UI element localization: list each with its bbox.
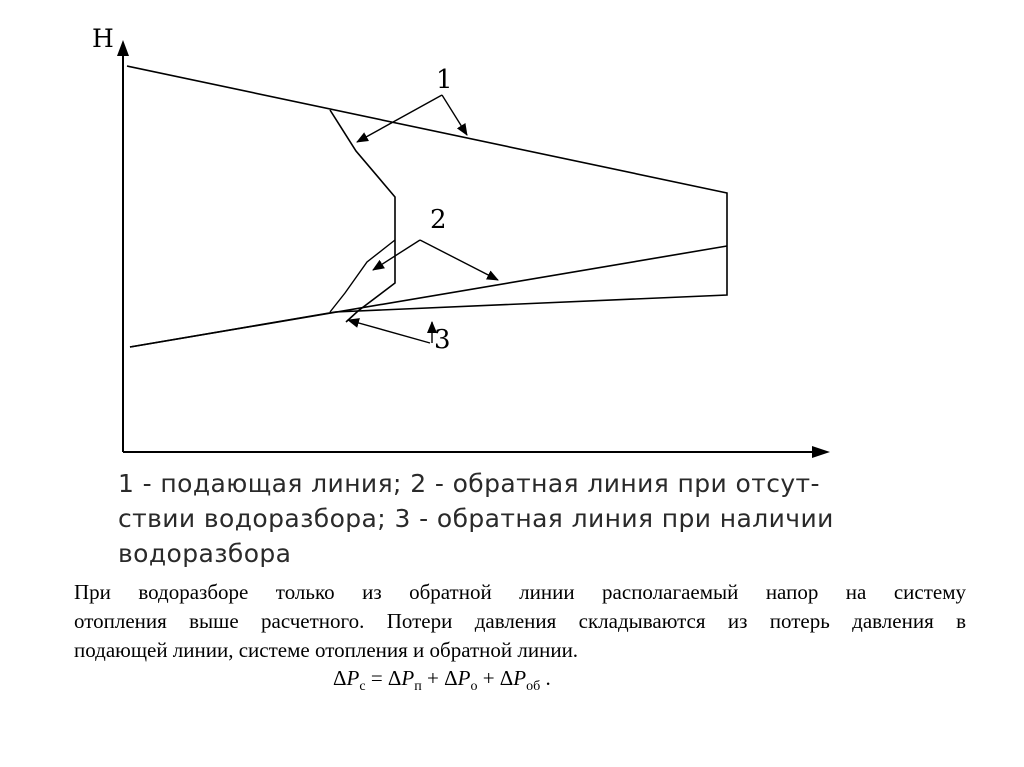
leader-2-right [420,240,498,280]
formula-end: . [540,666,551,690]
formula-delta: Δ [387,666,402,690]
label-1: 1 [436,65,453,95]
formula-var: P [346,666,360,690]
label-2: 2 [430,205,447,235]
formula-plus: + [421,666,445,690]
caption-line-3: водоразбора [118,539,292,568]
formula-var: P [513,666,527,690]
y-axis-arrow-icon [117,40,129,56]
paragraph-line-2: отопления выше расчетного. Потери давления складываются из потерь давления в [74,609,966,633]
leader-1-left [357,95,442,142]
formula-delta: Δ [499,666,514,690]
heating-system-curve [330,110,395,322]
formula-sub-p: п [414,679,422,694]
formula-delta: Δ [444,666,458,690]
x-axis-arrow-icon [812,446,830,458]
formula-eq: = [365,666,388,690]
formula-sub-o: о [470,679,478,694]
paragraph-line-1: При водоразборе только из обратной линии располагаемый напор на систему [74,580,966,604]
leader-1-right [442,95,467,135]
caption-line-2: ствии водоразбора; 3 - обратная линия при наличии [118,504,834,533]
pressure-loss-formula [333,666,551,695]
formula-delta: Δ [333,666,347,690]
leader-3-left [348,320,430,343]
heating-system-curve-inner [330,240,395,312]
body-paragraph [74,578,966,665]
caption-line-1: 1 - подающая линия; 2 - обратная линия при отсут- [118,469,820,498]
formula-plus: + [477,666,500,690]
paragraph-line-3: подающей линии, системе отопления и обратной линии. [74,638,579,662]
formula-sub-ob: об [526,679,541,694]
leader-2-left [373,240,420,270]
return-line-with-drawoff [130,312,335,347]
formula-sub-c: с [359,679,366,694]
diagram-caption [118,466,878,571]
formula-var: P [401,666,415,690]
y-axis-label: H [92,24,114,53]
formula-var: P [457,666,471,690]
label-3: 3 [434,325,451,355]
